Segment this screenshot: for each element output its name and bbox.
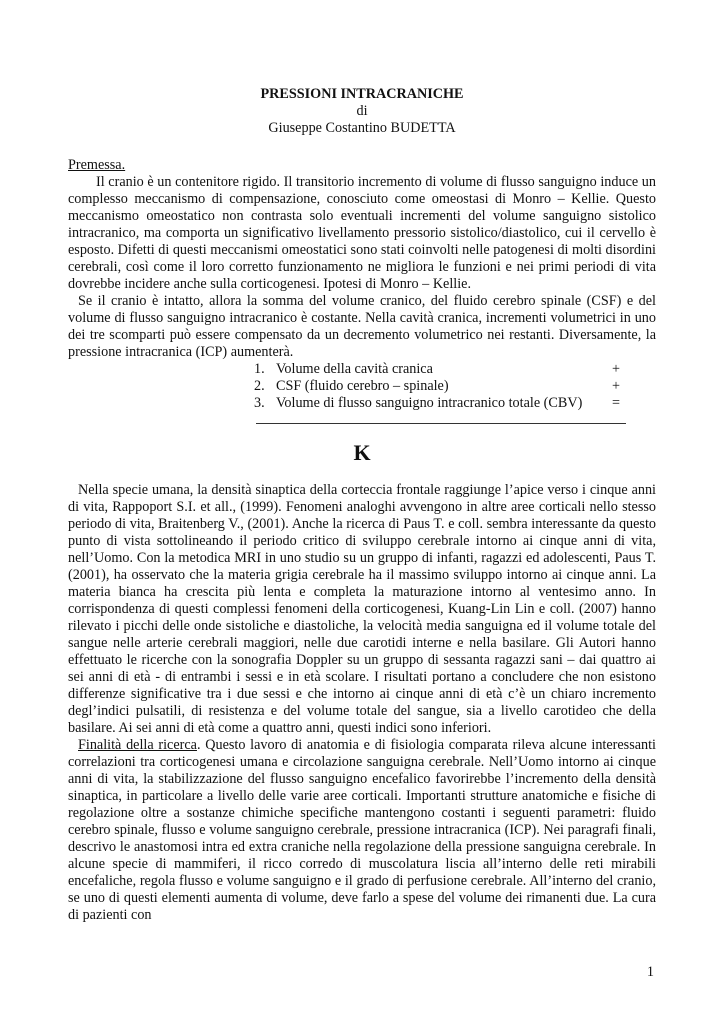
list-item [254,361,626,378]
finalita-text: . Questo lavoro di anatomia e di fisiologia comparata rileva alcune interessanti correlazioni tra corticogenesi umana e circolazione sanguigna cerebrale. Nell’Uomo intorno ai cinque anni di vita, la stabilizzazione del flusso sanguigno encefalico favorirebbe l’incremento della densità sinaptica, in particolare a livello delle varie aree corticali. Importanti strutture anatomiche e fisiche di regolazione oltre a sostanze chimiche specifiche mantengono costanti i seguenti parametri: fluido cerebro spinale, flusso e volume sanguigno cerebrale, pressione intracranica (ICP). Nei paragrafi finali, descrivo le anastomosi intra ed extra craniche nella regolazione della pressione sanguigna cerebrale. In alcune specie di mammiferi, il ricco corredo di muscolatura liscia all’interno delle reti mirabili encefaliche, regola flusso e volume sanguigno e il grado di perfusione cerebrale. All’interno del cranio, se uno di questi elementi aumenta di volume, deve farlo a spese del volume dei rimanenti due. La cura di pazienti con [68,737,656,923]
byline-di: di [356,103,368,119]
list-item-operator: + [612,378,621,394]
list-item-text: CSF (fluido cerebro – spinale) [276,378,449,394]
paragraph-premessa-1: Il cranio è un contenitore rigido. Il transitorio incremento di volume di flusso sanguigno induce un complesso meccanismo di compensazione, conosciuto come omeostasi di Monro – Kellie. Questo meccanismo omeostatico non contrasta solo eventuali incrementi del volume sanguigno sistolico intracranico, ma comporta un significativo livellamento pressorio sistolico/diastolico, cui il cervello è esposto. Difetti di questi meccanismi omeostatici sono stati coinvolti nelle patogenesi di molti disordini cerebrali, così come il loro corretto funzionamento ne migliora le funzioni e nei primi periodi di vita dovrebbe incidere anche sulla corticogenesi. Ipotesi di Monro – Kellie. [68,174,656,292]
list-item-operator: = [612,395,621,411]
list-item-text: Volume della cavità cranica [276,361,433,377]
finalita-label: Finalità della ricerca [78,737,197,753]
constant-k: K [353,440,371,465]
list-item-operator: + [612,361,621,377]
monro-kellie-list [254,361,626,412]
list-item-text: Volume di flusso sanguigno intracranico totale (CBV) [276,395,583,411]
page-number: 1 [646,964,654,980]
paragraph-premessa-2: Se il cranio è intatto, allora la somma del volume cranico, del fluido cerebro spinale (CSF) e del volume di flusso sanguigno intracranico è costante. Nella cavità cranica, incrementi volumetrici in uno dei tre scomparti può essere compensato da un decremento volumetrico nei restanti. Diversamente, la pressione intracranica (ICP) aumenterà. [68,293,656,360]
section-heading-premessa: Premessa. [68,157,126,173]
list-item-number: 3. [254,395,265,411]
sum-divider-line [256,423,626,424]
list-item-number: 2. [254,378,265,394]
list-item [254,378,626,395]
paragraph-finalita [68,737,656,924]
author-name: Giuseppe Costantino BUDETTA [268,120,456,136]
list-item [254,395,626,412]
paragraph-corticogenesi: Nella specie umana, la densità sinaptica della corteccia frontale raggiunge l’apice verso i cinque anni di vita, Rappoport S.I. et all., (1999). Fenomeni analoghi avvengono in altre aree corticali nello stesso periodo di vita, Braitenberg V., (2001). Anche la ricerca di Paus T. e coll. sembra interessante da questo punto di vista sottolineando il periodo critico di sviluppo cerebrale intorno ai cinque anni di vita, nell’Uomo. Con la metodica MRI in uno studio su un gruppo di infanti, ragazzi ed adolescenti, Paus T.(2001), ha osservato che la materia grigia cerebrale ha il massimo sviluppo intorno ai cinque anni. La materia bianca ha crescita più lenta e completa la maturazione intorno al ventesimo anno. In corrispondenza di questi complessi fenomeni della corticogenesi, Kuang-Lin Lin e coll. (2007) hanno rilevato i picchi delle onde sistoliche e diastoliche, la velocità media sanguigna ed il volume totale del sangue nelle arterie cerebrali maggiori, nelle due carotidi interne e nella basilare. Gli Autori hanno effettuato le ricerche con la sonografia Doppler su un gruppo di sessanta ragazzi sani – dai quattro ai sei anni di età - di entrambi i sessi e in età scolare. I risultati portano a concludere che non esistono differenze significative tra i due sessi e che intorno ai cinque anni di età c’è un chiaro incremento degl’indici pulsatili, di resistenza e del volume totale del sangue, sia a livello carotideo che della basilare. Ai sei anni di età come a quattro anni, questi indici sono inferiori. [68,482,656,736]
document-page [68,86,656,924]
document-title: PRESSIONI INTRACRANICHE [260,86,464,102]
list-item-number: 1. [254,361,265,377]
